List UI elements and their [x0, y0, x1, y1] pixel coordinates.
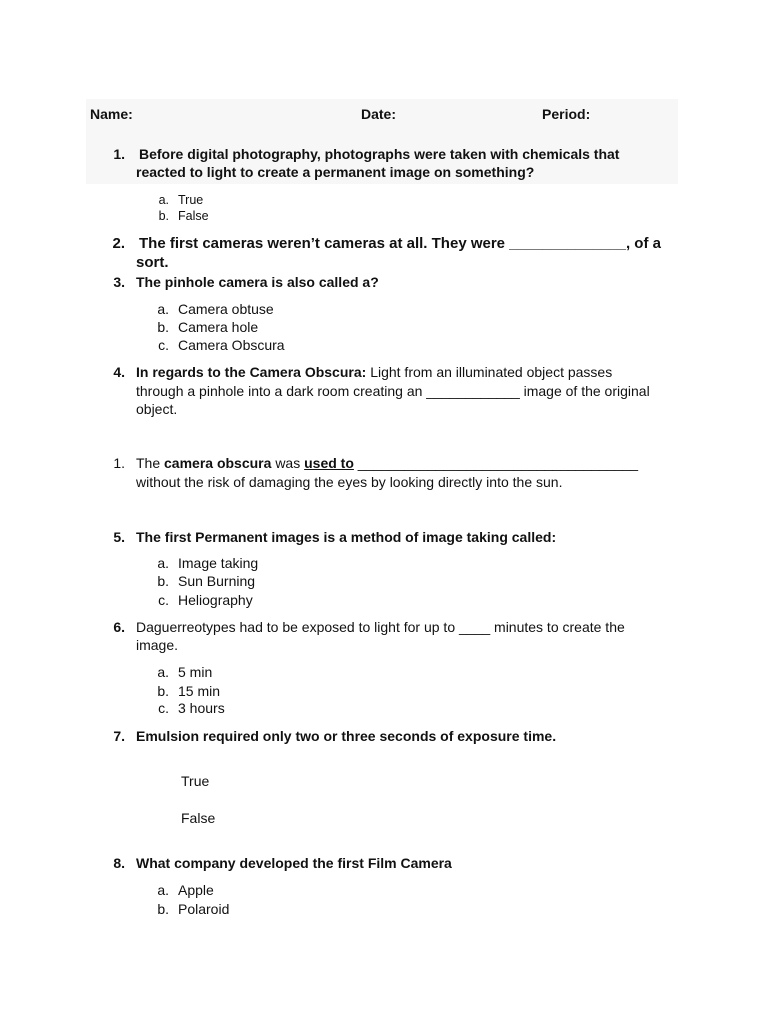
name-label: Name:: [90, 106, 133, 122]
question-text-line: Before digital photography, photographs were taken with chemicals that: [139, 146, 620, 162]
option-text: Apple: [178, 882, 214, 898]
option-text: 5 min: [178, 664, 213, 680]
option-letter: a.: [157, 555, 169, 571]
question-text-line: [136, 455, 638, 471]
option-letter: b.: [157, 683, 169, 699]
option-letter: c.: [158, 700, 169, 716]
option-text: Image taking: [178, 555, 259, 571]
option-letter: c.: [158, 592, 169, 608]
question-number: 1.: [113, 146, 125, 162]
question-text: The first Permanent images is a method of image taking called:: [136, 529, 557, 545]
question-bold-lead: In regards to the Camera Obscura:: [136, 364, 367, 380]
option-letter: b.: [157, 573, 169, 589]
question-number: 7.: [113, 728, 125, 744]
question-text-line: Daguerreotypes had to be exposed to light for up to ____ minutes to create the: [136, 619, 625, 635]
option-text: 3 hours: [178, 700, 225, 716]
question-text-line: through a pinhole into a dark room creating an ____________ image of the original: [136, 383, 650, 399]
option-text: Camera hole: [178, 319, 259, 335]
option-text: Sun Burning: [178, 573, 256, 589]
question-text-line: The first cameras weren’t cameras at all. They were ______________, of a: [139, 235, 661, 252]
option-false: False: [181, 810, 216, 826]
date-label: Date:: [361, 106, 397, 122]
option-letter: c.: [158, 337, 169, 353]
question-text-line: image.: [136, 637, 179, 653]
text-was: was: [275, 455, 301, 471]
question-number: 2.: [112, 235, 125, 252]
option-text: Polaroid: [178, 901, 230, 917]
question-text-line: object.: [136, 401, 178, 417]
question-text: What company developed the first Film Camera: [136, 855, 452, 871]
option-text: 15 min: [178, 683, 221, 699]
question-text-line: reacted to light to create a permanent image on something?: [136, 164, 535, 180]
question-number: 8.: [113, 855, 125, 871]
question-number: 4.: [113, 364, 125, 380]
option-text: Heliography: [178, 592, 253, 608]
option-text: Camera Obscura: [178, 337, 285, 353]
option-letter: b.: [158, 209, 169, 223]
question-text: Emulsion required only two or three seconds of exposure time.: [136, 728, 557, 744]
question-text-rest: Light from an illuminated object passes: [370, 364, 613, 380]
option-true: True: [181, 773, 210, 789]
option-letter: b.: [157, 319, 169, 335]
question-number: 3.: [113, 274, 125, 290]
option-letter: a.: [157, 301, 169, 317]
question-text-line: without the risk of damaging the eyes by looking directly into the sun.: [136, 474, 563, 490]
option-text: False: [178, 209, 209, 223]
option-letter: a.: [158, 193, 169, 207]
text-the: The: [136, 455, 161, 471]
text-camera-obscura: camera obscura: [164, 455, 272, 471]
period-label: Period:: [542, 106, 591, 122]
question-text-line: sort.: [136, 254, 169, 271]
option-letter: a.: [157, 882, 169, 898]
option-letter: a.: [157, 664, 169, 680]
text-used-to: used to: [304, 455, 354, 471]
question-number: 1.: [113, 455, 125, 471]
question-text: The pinhole camera is also called a?: [136, 274, 379, 290]
question-number: 5.: [113, 529, 125, 545]
answer-blank: ____________________________________: [357, 455, 639, 471]
option-text: True: [178, 193, 204, 207]
question-number: 6.: [113, 619, 125, 635]
option-text: Camera obtuse: [178, 301, 274, 317]
option-letter: b.: [157, 901, 169, 917]
question-text-line: [136, 364, 612, 380]
